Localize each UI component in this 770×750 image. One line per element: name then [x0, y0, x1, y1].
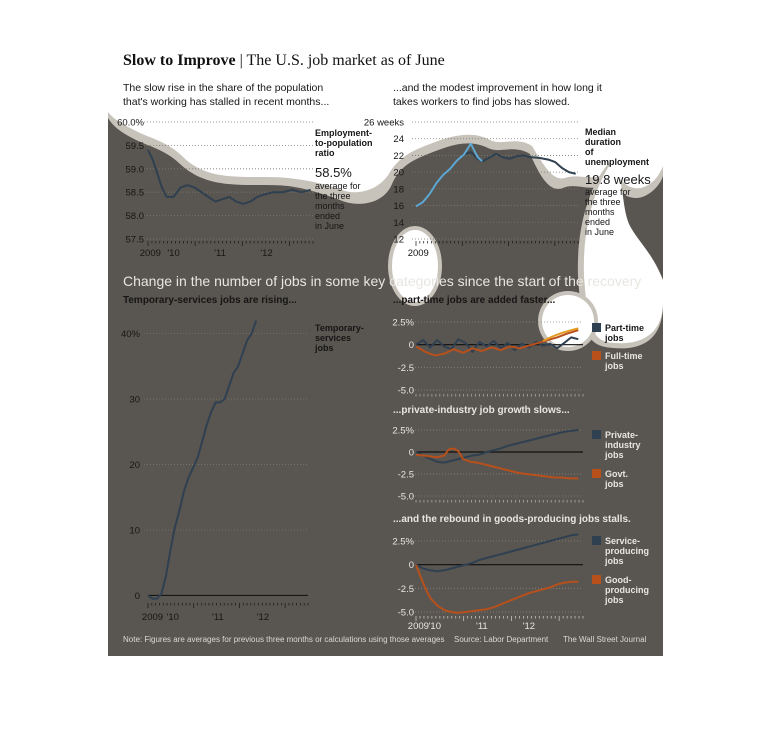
x-tick-label: 2009 — [407, 621, 429, 632]
title-divider: | — [239, 52, 243, 69]
y-tick-label: 22 — [393, 150, 404, 162]
caption-part-time: ...part-time jobs are added faster... — [393, 295, 556, 306]
y-tick-label: -5.0 — [397, 385, 414, 397]
section-heading: Change in the number of jobs in some key categories since the start of the recovery — [123, 273, 642, 289]
legend-private-text: industry — [605, 440, 641, 450]
x-tick-label: '11 — [212, 612, 224, 623]
y-tick-label: 2.5% — [392, 536, 414, 548]
footer-source: Source: Labor Department — [454, 635, 549, 644]
legend-goods-text: producing — [605, 546, 649, 556]
unemployment-duration-note: months — [585, 207, 615, 217]
unemployment-duration-label: unemployment — [585, 157, 650, 167]
legend-part-swatch — [592, 323, 601, 332]
x-tick-label: '10 — [167, 248, 180, 259]
y-tick-label: -2.5 — [397, 583, 414, 595]
caption-private: ...private-industry job growth slows... — [393, 405, 570, 416]
legend-private-text: jobs — [605, 479, 624, 489]
y-tick-label: 18 — [393, 184, 404, 196]
y-tick-label: -5.0 — [397, 491, 414, 503]
legend-goods-text: Service- — [605, 536, 641, 546]
y-tick-label: 0 — [134, 590, 140, 602]
y-tick-label: 10 — [129, 525, 140, 537]
legend-temporary-services: services — [315, 333, 352, 343]
y-tick-label: 57.5 — [125, 234, 144, 246]
title-main: Slow to Improve — [123, 52, 236, 69]
employment-ratio-note: in June — [315, 221, 345, 231]
y-tick-label: 30 — [129, 394, 140, 406]
y-tick-label: 12 — [393, 234, 404, 246]
x-tick-label: '10 — [166, 612, 179, 623]
caption-line: that's working has stalled in recent months... — [123, 96, 330, 108]
legend-part-swatch — [592, 351, 601, 360]
infographic-panel — [108, 36, 663, 656]
x-tick-label: '12 — [260, 248, 273, 259]
employment-ratio-value: 58.5% — [315, 165, 352, 180]
y-tick-label: 60.0% — [117, 117, 144, 129]
y-tick-label: 2.5% — [392, 425, 414, 437]
legend-part-text: jobs — [605, 333, 624, 343]
x-tick-label: 2009 — [141, 612, 164, 623]
y-tick-label: 58.0 — [125, 211, 144, 223]
unemployment-duration-note: the three — [585, 197, 621, 207]
unemployment-duration-label: Median — [585, 127, 617, 137]
legend-part-text: Part-time — [605, 323, 645, 333]
y-tick-label: 24 — [393, 134, 404, 146]
series-line — [416, 430, 578, 463]
legend-goods-text: producing — [605, 585, 649, 595]
x-tick-label: 2009 — [139, 248, 161, 259]
employment-ratio-label: Employment- — [315, 128, 373, 138]
caption-line: takes workers to find jobs has slowed. — [393, 96, 570, 108]
footer-note: Note: Figures are averages for previous three months or calculations using those averages — [123, 635, 445, 644]
caption-temp: Temporary-services jobs are rising... — [123, 295, 297, 306]
y-tick-label: 59.0 — [125, 164, 144, 176]
series-line — [416, 565, 578, 613]
y-tick-label: 20 — [393, 167, 404, 179]
footer-credit: The Wall Street Journal — [563, 635, 647, 644]
title-subtitle: The U.S. job market as of June — [246, 52, 445, 69]
y-tick-label: 20 — [129, 460, 140, 472]
y-tick-label: 58.5 — [125, 187, 144, 199]
series-line — [543, 328, 578, 341]
y-tick-label: 14 — [393, 217, 404, 229]
legend-goods-text: jobs — [605, 556, 624, 566]
legend-goods-text: jobs — [605, 595, 624, 605]
employment-ratio-note: months — [315, 201, 345, 211]
employment-ratio-label: to-population — [315, 138, 373, 148]
caption-goods: ...and the rebound in goods-producing jobs stalls. — [393, 514, 631, 525]
x-tick-label: 2009 — [407, 248, 429, 259]
y-tick-label: 0 — [408, 560, 414, 572]
legend-private-swatch — [592, 469, 601, 478]
y-tick-label: 2.5% — [392, 317, 414, 329]
legend-goods-text: Good- — [605, 575, 632, 585]
charts-layer — [108, 36, 663, 656]
legend-goods-swatch — [592, 575, 601, 584]
employment-ratio-note: ended — [315, 211, 341, 221]
legend-private-text: jobs — [605, 450, 624, 460]
x-tick-label: '12 — [522, 621, 536, 632]
y-tick-label: 0 — [408, 340, 414, 352]
y-tick-label: 16 — [393, 201, 404, 213]
legend-goods-swatch — [592, 536, 601, 545]
y-tick-label: 26 weeks — [363, 117, 404, 129]
caption-line: The slow rise in the share of the population — [123, 82, 324, 94]
legend-temporary-services: Temporary- — [315, 323, 364, 333]
y-tick-label: 59.5 — [125, 140, 144, 152]
y-tick-label: -2.5 — [397, 362, 414, 374]
x-tick-label: '10 — [428, 621, 442, 632]
unemployment-duration-note: in June — [585, 227, 615, 237]
unemployment-duration-label: of — [585, 147, 594, 157]
x-tick-label: '11 — [214, 248, 226, 259]
legend-part-text: jobs — [605, 361, 624, 371]
x-tick-label: '12 — [256, 612, 270, 623]
unemployment-duration-note: ended — [585, 217, 611, 227]
series-line — [148, 150, 311, 204]
employment-ratio-note: average for — [315, 181, 361, 191]
legend-part-text: Full-time — [605, 351, 643, 361]
unemployment-duration-label: duration — [585, 137, 621, 147]
series-line — [416, 534, 578, 571]
y-tick-label: 0 — [408, 447, 414, 459]
legend-private-swatch — [592, 430, 601, 439]
employment-ratio-note: the three — [315, 191, 351, 201]
employment-ratio-label: ratio — [315, 148, 335, 158]
legend-private-text: Private- — [605, 430, 639, 440]
series-line — [148, 321, 256, 599]
y-tick-label: -5.0 — [397, 607, 414, 619]
x-tick-label: '11 — [476, 621, 488, 632]
legend-temporary-services: jobs — [315, 343, 334, 353]
legend-private-text: Govt. — [605, 469, 629, 479]
y-tick-label: 40% — [120, 329, 140, 341]
unemployment-duration-value: 19.8 weeks — [585, 172, 651, 187]
unemployment-duration-note: average for — [585, 187, 631, 197]
y-tick-label: -2.5 — [397, 469, 414, 481]
caption-line: ...and the modest improvement in how long it — [393, 82, 602, 94]
